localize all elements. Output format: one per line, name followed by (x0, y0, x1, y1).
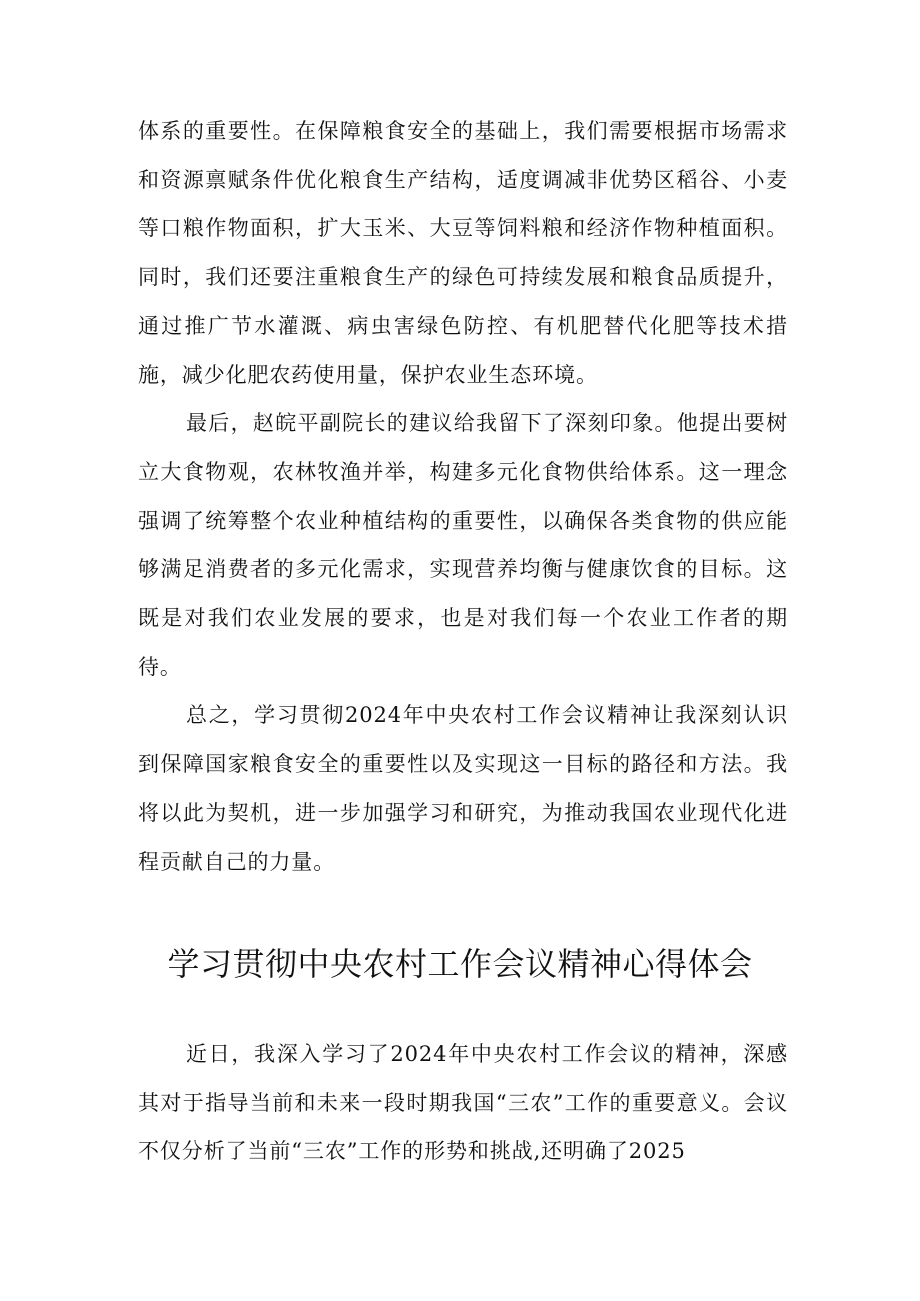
paragraph-conclusion: 总之，学习贯彻2024年中央农村工作会议精神让我深刻认识到保障国家粮食安全的重要性以及实现这一目标的路径和方法。我将以此为契机，进一步加强学习和研究，为推动我国农业现代化进程贡献自己的力量。 (138, 703, 788, 874)
essay-title: 学习贯彻中央农村工作会议精神心得体会 (167, 945, 753, 983)
text-block-continued (138, 107, 788, 886)
paragraph-intro: 近日，我深入学习了2024年中央农村工作会议的精神，深感其对于指导当前和未来一段时期我国“三农”工作的重要意义。会议不仅分析了当前“三农”工作的形势和挑战,还明确了2025 (138, 1042, 788, 1164)
paragraph-continued: 体系的重要性。在保障粮食安全的基础上，我们需要根据市场需求和资源禀赋条件优化粮食生产结构，适度调减非优势区稻谷、小麦等口粮作物面积，扩大玉米、大豆等饲料粮和经济作物种植面积。同时，我们还要注重粮食生产的绿色可持续发展和粮食品质提升，通过推广节水灌溉、病虫害绿色防控、有机肥替代化肥等技术措施，减少化肥农药使用量，保护农业生态环境。 (138, 119, 788, 387)
text-block-second-essay (138, 1030, 788, 1176)
paragraph-zhao-suggestion: 最后，赵皖平副院长的建议给我留下了深刻印象。他提出要树立大食物观，农林牧渔并举，构建多元化食物供给体系。这一理念强调了统筹整个农业种植结构的重要性，以确保各类食物的供应能够满足消费者的多元化需求，实现营养均衡与健康饮食的目标。这既是对我们农业发展的要求，也是对我们每一个农业工作者的期待。 (138, 411, 788, 679)
